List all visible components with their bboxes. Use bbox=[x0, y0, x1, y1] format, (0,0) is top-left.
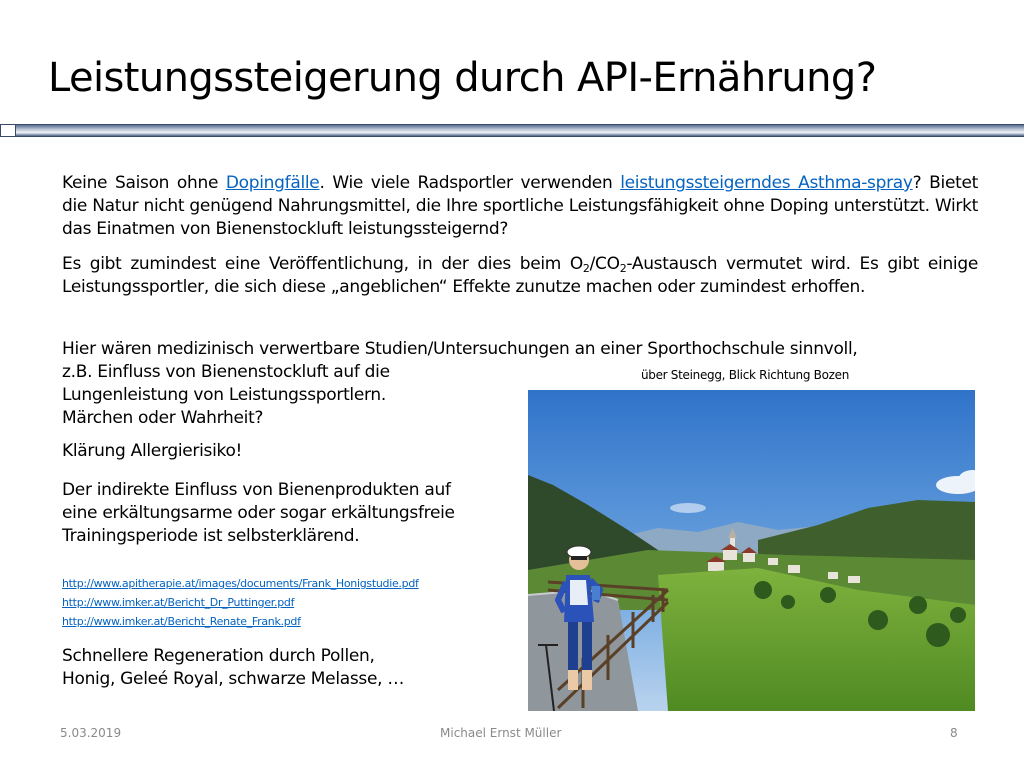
paragraph-example bbox=[62, 361, 522, 430]
title-divider bbox=[0, 124, 1024, 137]
subscript-2-a: 2 bbox=[582, 262, 590, 275]
example-line-1: z.B. Einfluss von Bienenstockluft auf die bbox=[62, 362, 390, 382]
photo-caption: über Steinegg, Blick Richtung Bozen bbox=[640, 368, 850, 382]
paragraph-intro bbox=[62, 172, 978, 241]
reference-links bbox=[62, 574, 532, 631]
link-frank-honigstudie[interactable]: http://www.apitherapie.at/images/documents/Frank_Honigstudie.pdf bbox=[62, 577, 419, 590]
link-bericht-renate-frank[interactable]: http://www.imker.at/Bericht_Renate_Frank.pdf bbox=[62, 615, 301, 628]
link-asthma-spray[interactable]: leistungssteigerndes Asthma-spray bbox=[620, 173, 913, 193]
footer-page-number: 8 bbox=[950, 726, 958, 740]
intro-text-1: Keine Saison ohne bbox=[62, 173, 226, 193]
footer-author: Michael Ernst Müller bbox=[440, 726, 562, 740]
example-line-2: Lungenleistung von Leistungssportlern. bbox=[62, 385, 386, 405]
publication-text-2: /CO bbox=[589, 254, 620, 274]
example-line-3: Märchen oder Wahrheit? bbox=[62, 408, 264, 428]
slide-title: Leistungssteigerung durch API-Ernährung? bbox=[48, 55, 877, 101]
publication-text-1: Es gibt zumindest eine Veröffentlichung, in der dies beim O bbox=[62, 254, 583, 274]
indirect-line-1: Der indirekte Einfluss von Bienenprodukten auf bbox=[62, 480, 451, 500]
footer-date: 5.03.2019 bbox=[60, 726, 122, 740]
subscript-2-b: 2 bbox=[619, 262, 627, 275]
paragraph-regeneration bbox=[62, 645, 522, 691]
link-bericht-puttinger[interactable]: http://www.imker.at/Bericht_Dr_Puttinger.pdf bbox=[62, 596, 295, 609]
indirect-line-3: Trainingsperiode ist selbsterklärend. bbox=[62, 526, 360, 546]
regeneration-line-2: Honig, Geleé Royal, schwarze Melasse, … bbox=[62, 669, 405, 689]
paragraph-publication bbox=[62, 253, 978, 299]
title-divider-end bbox=[0, 124, 16, 137]
publication-text-3: -Austausch vermutet wird. Es gibt einige Leistungssportler, die sich diese „angeblichen“ Effekte zunutze machen oder zumindest erhoffen. bbox=[62, 254, 978, 297]
paragraph-allergy: Klärung Allergierisiko! bbox=[62, 441, 243, 461]
paragraph-indirect-effect bbox=[62, 479, 522, 548]
paragraph-studies: Hier wären medizinisch verwertbare Studien/Untersuchungen an einer Sporthochschule sinnvoll, bbox=[62, 339, 858, 359]
link-dopingfaelle[interactable]: Dopingfälle bbox=[225, 173, 320, 193]
intro-text-3: ? Bietet die Natur nicht genügend Nahrungsmittel, die Ihre sportliche Leistungsfähigkeit ohne Doping unterstützt. Wirkt das Einatmen von Bienenstockluft leistungssteigernd? bbox=[62, 173, 978, 239]
cyclist-landscape-photo bbox=[528, 390, 975, 711]
indirect-line-2: eine erkältungsarme oder sogar erkältungsfreie bbox=[62, 503, 455, 523]
intro-text-2: . Wie viele Radsportler verwenden bbox=[319, 173, 621, 193]
regeneration-line-1: Schnellere Regeneration durch Pollen, bbox=[62, 646, 375, 666]
